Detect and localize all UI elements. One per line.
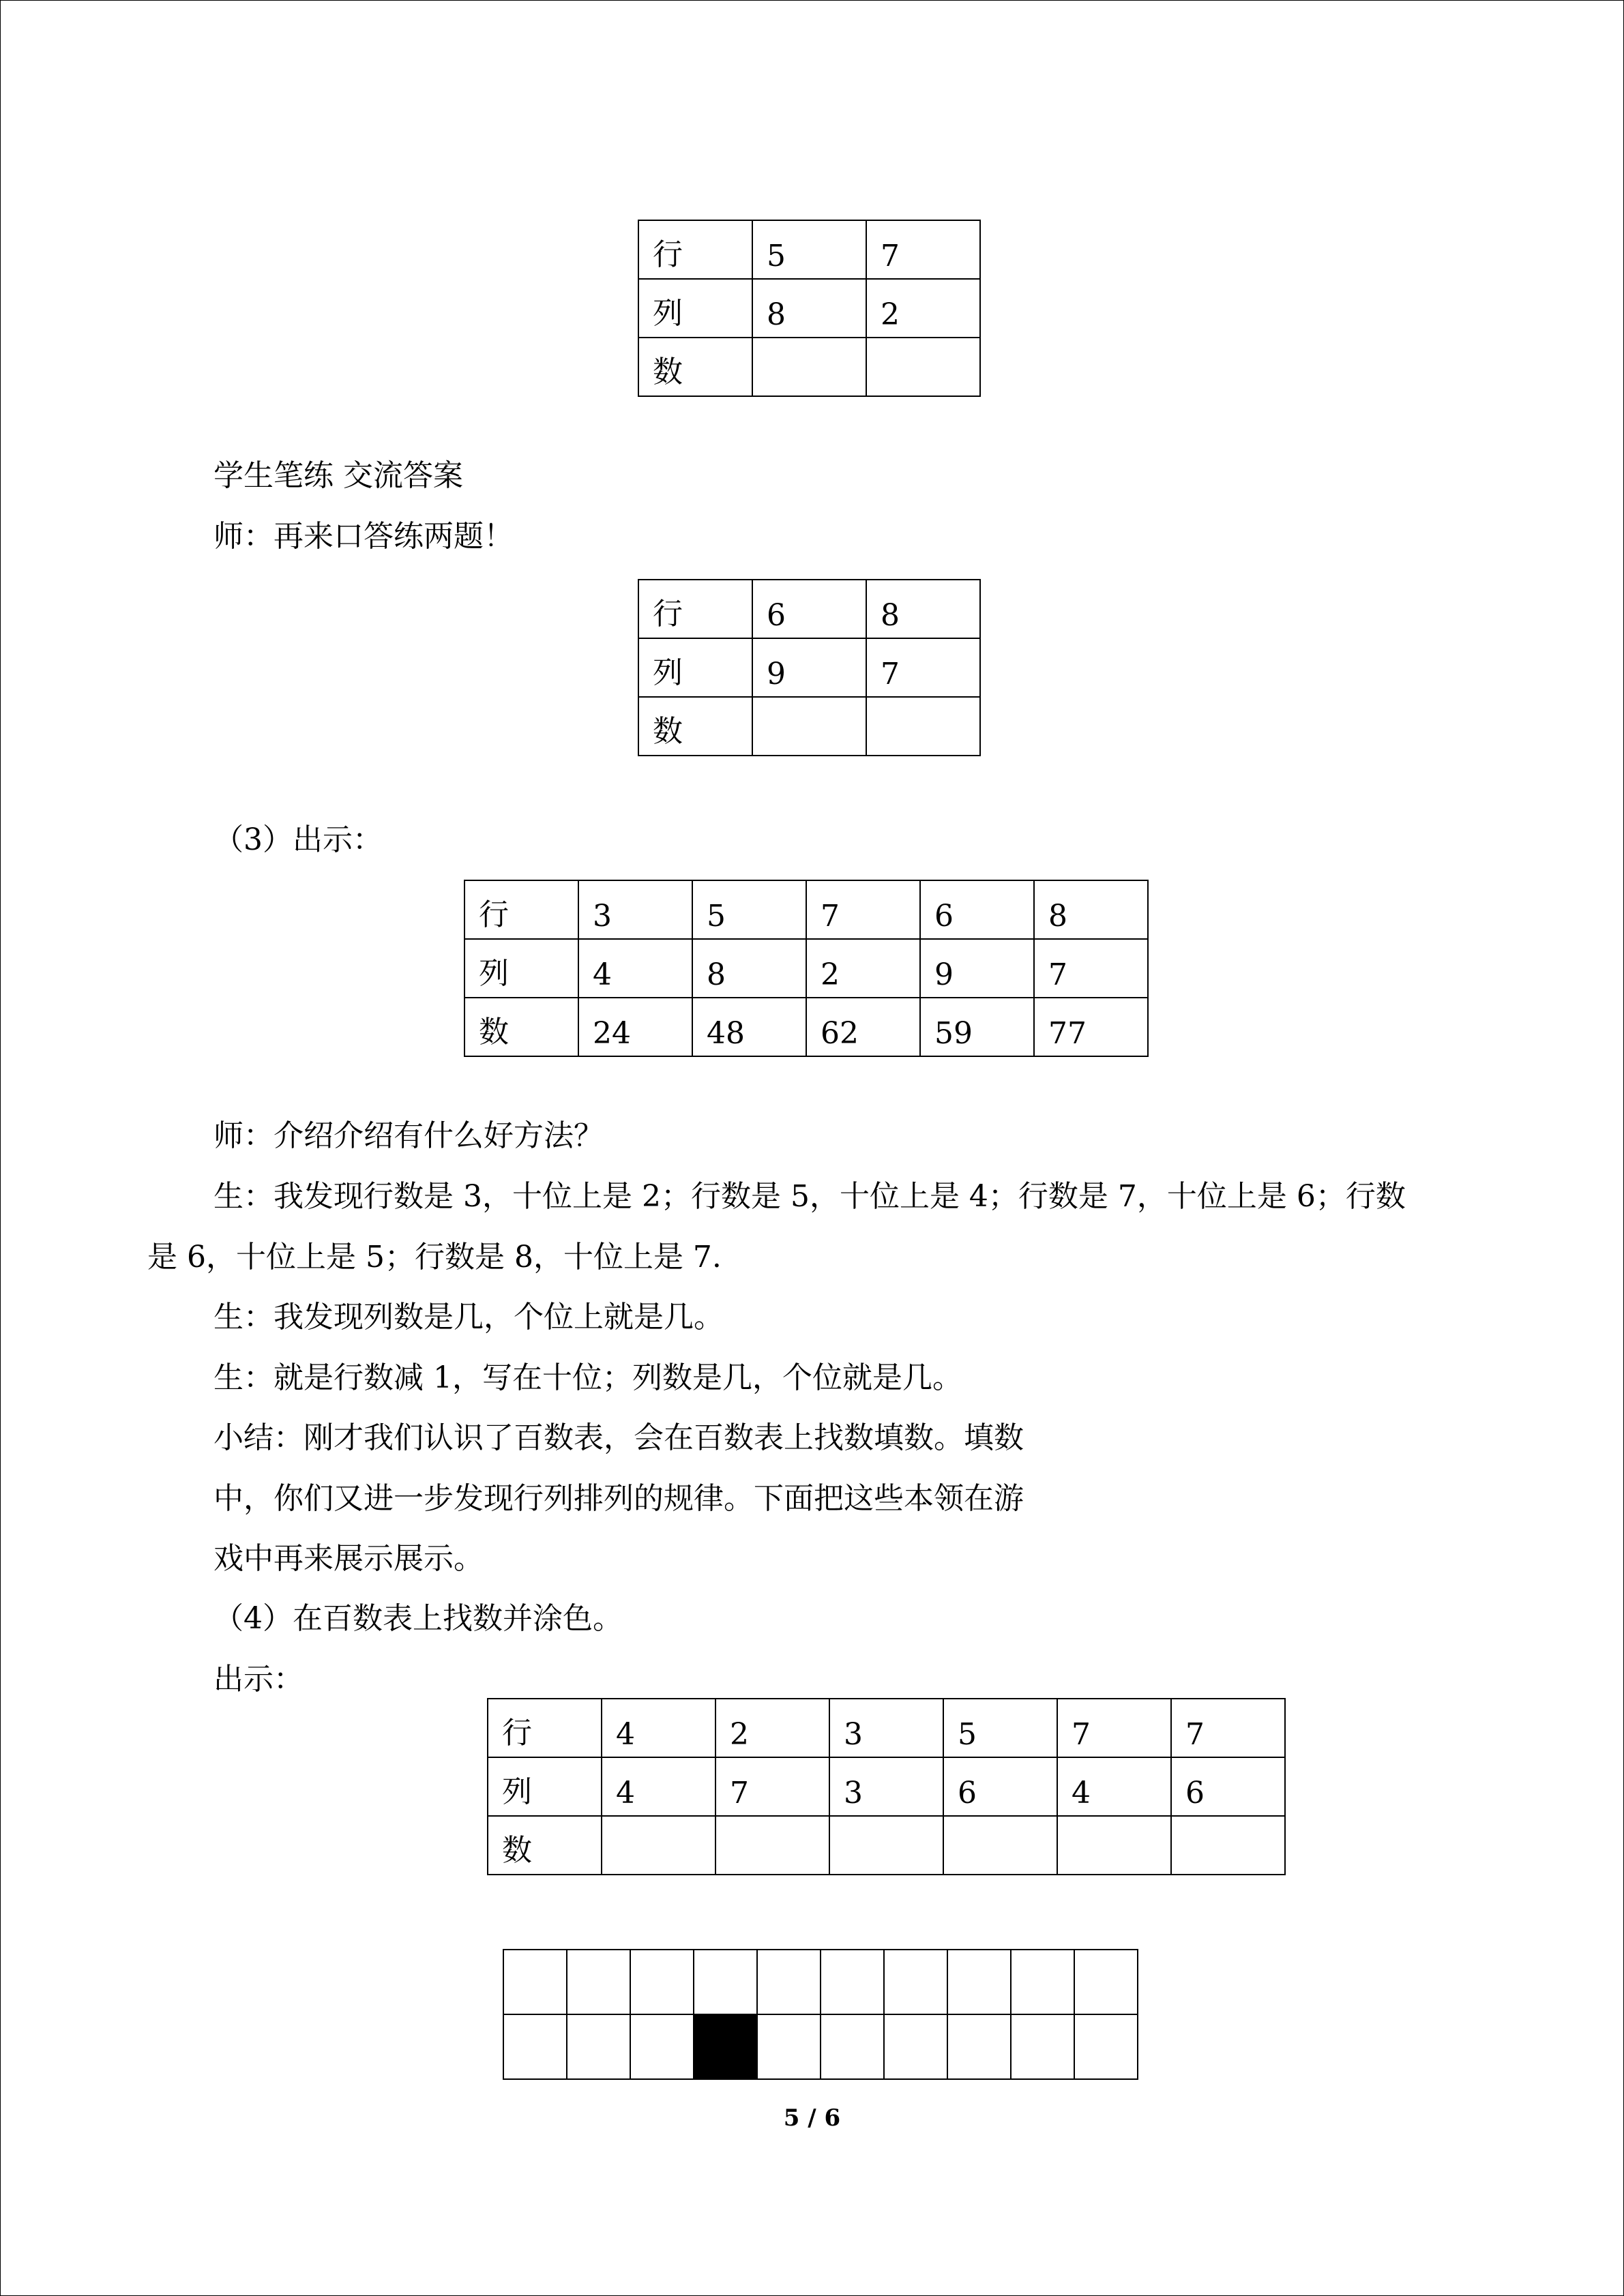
table-cell [752,279,866,338]
row-header-label: 列 [502,1774,532,1809]
table-row-col-1 [638,220,981,397]
text-show-3: （3）出示： [213,822,383,857]
table-cell [752,338,866,396]
para-student-1a: 生：我发现行数是 3，十位上是 2；行数是 5，十位上是 4；行数是 7，十位上是 6；行数 [213,1179,1406,1214]
table-row [488,1699,1285,1757]
hundred-grid-cell [947,1950,1011,2014]
cell-value: 6 [1185,1776,1205,1810]
hundred-grid-cell [503,2014,567,2079]
hundred-grid-cell [694,1950,757,2014]
row-header-label: 列 [479,956,509,991]
hundred-grid-row [503,2014,1138,2079]
cell-value: 7 [821,899,840,934]
table-cell [692,939,806,998]
hundred-grid-cell [884,1950,947,2014]
row-header-label: 数 [479,1015,509,1049]
hundred-grid-cell [757,1950,821,2014]
table-cell [943,1757,1057,1816]
cell-value: 7 [1185,1717,1205,1752]
table-cell [1171,1757,1285,1816]
cell-value: 5 [767,239,786,273]
table-cell [602,1699,715,1757]
table-row [464,880,1148,939]
cell-value: 7 [1048,957,1067,992]
row-header-cell [488,1816,602,1875]
text-show-label: 出示： [213,1662,304,1697]
cell-value: 8 [881,598,900,633]
para-student-2: 生：我发现列数是几，个位上就是几。 [213,1300,724,1335]
cell-value: 2 [821,957,840,992]
table-row [638,697,980,756]
table-cell [752,697,866,756]
cell-value: 77 [1048,1016,1087,1051]
cell-value: 6 [934,899,954,934]
cell-value: 2 [730,1717,749,1752]
cell-value: 59 [934,1016,973,1051]
cell-value: 4 [616,1776,635,1810]
page-number: 5 / 6 [783,2104,841,2132]
cell-value: 4 [616,1717,635,1752]
table-cell [866,338,980,396]
cell-value: 7 [1072,1717,1091,1752]
hundred-grid-cell [1074,1950,1138,2014]
row-header-label: 行 [479,897,509,932]
table-cell [715,1699,829,1757]
hundred-grid-cell [757,2014,821,2079]
cell-value: 8 [767,297,786,332]
table-cell [602,1757,715,1816]
table-cell [943,1699,1057,1757]
hundred-grid-cell [1011,2014,1074,2079]
row-header-cell [488,1699,602,1757]
cell-value: 5 [958,1717,977,1752]
table-row [638,638,980,697]
row-header-label: 行 [502,1716,532,1750]
hundred-grid-cell [567,2014,630,2079]
hundred-grid-cell [503,1950,567,2014]
cell-value: 7 [881,657,900,691]
table-cell [829,1757,943,1816]
table-cell [920,998,1034,1056]
row-header-cell [464,939,578,998]
cell-value: 24 [593,1016,631,1051]
table-row-col-2 [638,579,981,756]
cell-value: 7 [881,239,900,273]
cell-value: 9 [934,957,954,992]
row-header-cell [638,638,752,697]
table-cell [578,998,692,1056]
cell-value: 4 [593,957,612,992]
row-header-cell [464,998,578,1056]
table-cell [1057,1816,1171,1875]
cell-value: 2 [881,297,900,332]
hundred-grid-cell [821,2014,884,2079]
table-cell [692,998,806,1056]
row-header-label: 列 [653,655,683,690]
table-cell [752,220,866,279]
table-cell [806,880,920,939]
table-cell [806,939,920,998]
row-header-cell [464,880,578,939]
table-row [488,1816,1285,1875]
cell-value: 8 [1048,899,1067,934]
table-row [638,580,980,638]
cell-value: 9 [767,657,786,691]
table-cell [1171,1699,1285,1757]
cell-value: 8 [707,957,726,992]
cell-value: 3 [844,1717,863,1752]
table-cell [943,1816,1057,1875]
cell-value: 4 [1072,1776,1091,1810]
summary-line-2: 中，你们又进一步发现行列排列的规律。下面把这些本领在游 [213,1481,1024,1516]
cell-value: 6 [767,598,786,633]
summary-line-3: 戏中再来展示展示。 [213,1541,484,1576]
hundred-grid-cell [947,2014,1011,2079]
row-header-cell [488,1757,602,1816]
row-header-cell [638,697,752,756]
cell-value: 62 [821,1016,859,1051]
table-cell [866,580,980,638]
table-cell [1057,1699,1171,1757]
row-header-cell [638,580,752,638]
table-cell [752,580,866,638]
row-header-cell [638,338,752,396]
table-cell [866,638,980,697]
cell-value: 3 [844,1776,863,1810]
table-row [638,279,980,338]
table-cell [1034,880,1148,939]
hundred-grid-cell-filled [694,2014,757,2079]
table-cell [866,279,980,338]
hundred-grid-cell [1011,1950,1074,2014]
table-cell [920,939,1034,998]
hundred-grid-cell [1074,2014,1138,2079]
table-cell [920,880,1034,939]
cell-value: 6 [958,1776,977,1810]
hundred-grid-cell [630,1950,694,2014]
table-row [464,998,1148,1056]
table-cell [1171,1816,1285,1875]
table-row-col-4 [487,1698,1286,1875]
table-cell [578,880,692,939]
table-cell [1057,1757,1171,1816]
hundred-grid-cell [567,1950,630,2014]
table-row [464,939,1148,998]
cell-value: 5 [707,899,726,934]
cell-value: 3 [593,899,612,934]
row-header-label: 行 [653,597,683,631]
para-student-1b: 是 6，十位上是 5；行数是 8，十位上是 7. [147,1240,722,1274]
row-header-label: 数 [653,714,683,749]
summary-line-1: 小结：刚才我们认识了百数表，会在百数表上找数填数。填数 [213,1420,1024,1455]
text-show-4: （4）在百数表上找数并涂色。 [213,1601,623,1636]
text-teacher-oral: 师：再来口答练两题！ [213,519,514,554]
table-cell [692,880,806,939]
table-cell [715,1757,829,1816]
table-row [488,1757,1285,1816]
para-teacher-method: 师：介绍介绍有什么好方法？ [213,1118,604,1153]
text-student-practice: 学生笔练 交流答案 [213,458,463,493]
hundred-grid [503,1949,1138,2080]
table-cell [752,638,866,697]
table-row [638,220,980,279]
table-row [638,338,980,396]
table-cell [829,1816,943,1875]
table-cell [866,697,980,756]
row-header-cell [638,279,752,338]
table-cell [1034,939,1148,998]
table-cell [602,1816,715,1875]
para-student-3: 生：就是行数减 1，写在十位；列数是几，个位就是几。 [213,1360,962,1395]
row-header-label: 列 [653,296,683,331]
hundred-grid-cell [630,2014,694,2079]
table-cell [715,1816,829,1875]
row-header-label: 行 [653,237,683,272]
row-header-label: 数 [653,355,683,389]
hundred-grid-cell [821,1950,884,2014]
table-cell [806,998,920,1056]
table-cell [866,220,980,279]
table-cell [829,1699,943,1757]
table-row-col-3 [464,880,1149,1057]
hundred-grid-cell [884,2014,947,2079]
hundred-grid-row [503,1950,1138,2014]
cell-value: 48 [707,1016,745,1051]
cell-value: 7 [730,1776,749,1810]
table-cell [1034,998,1148,1056]
row-header-cell [638,220,752,279]
row-header-label: 数 [502,1833,532,1868]
table-cell [578,939,692,998]
